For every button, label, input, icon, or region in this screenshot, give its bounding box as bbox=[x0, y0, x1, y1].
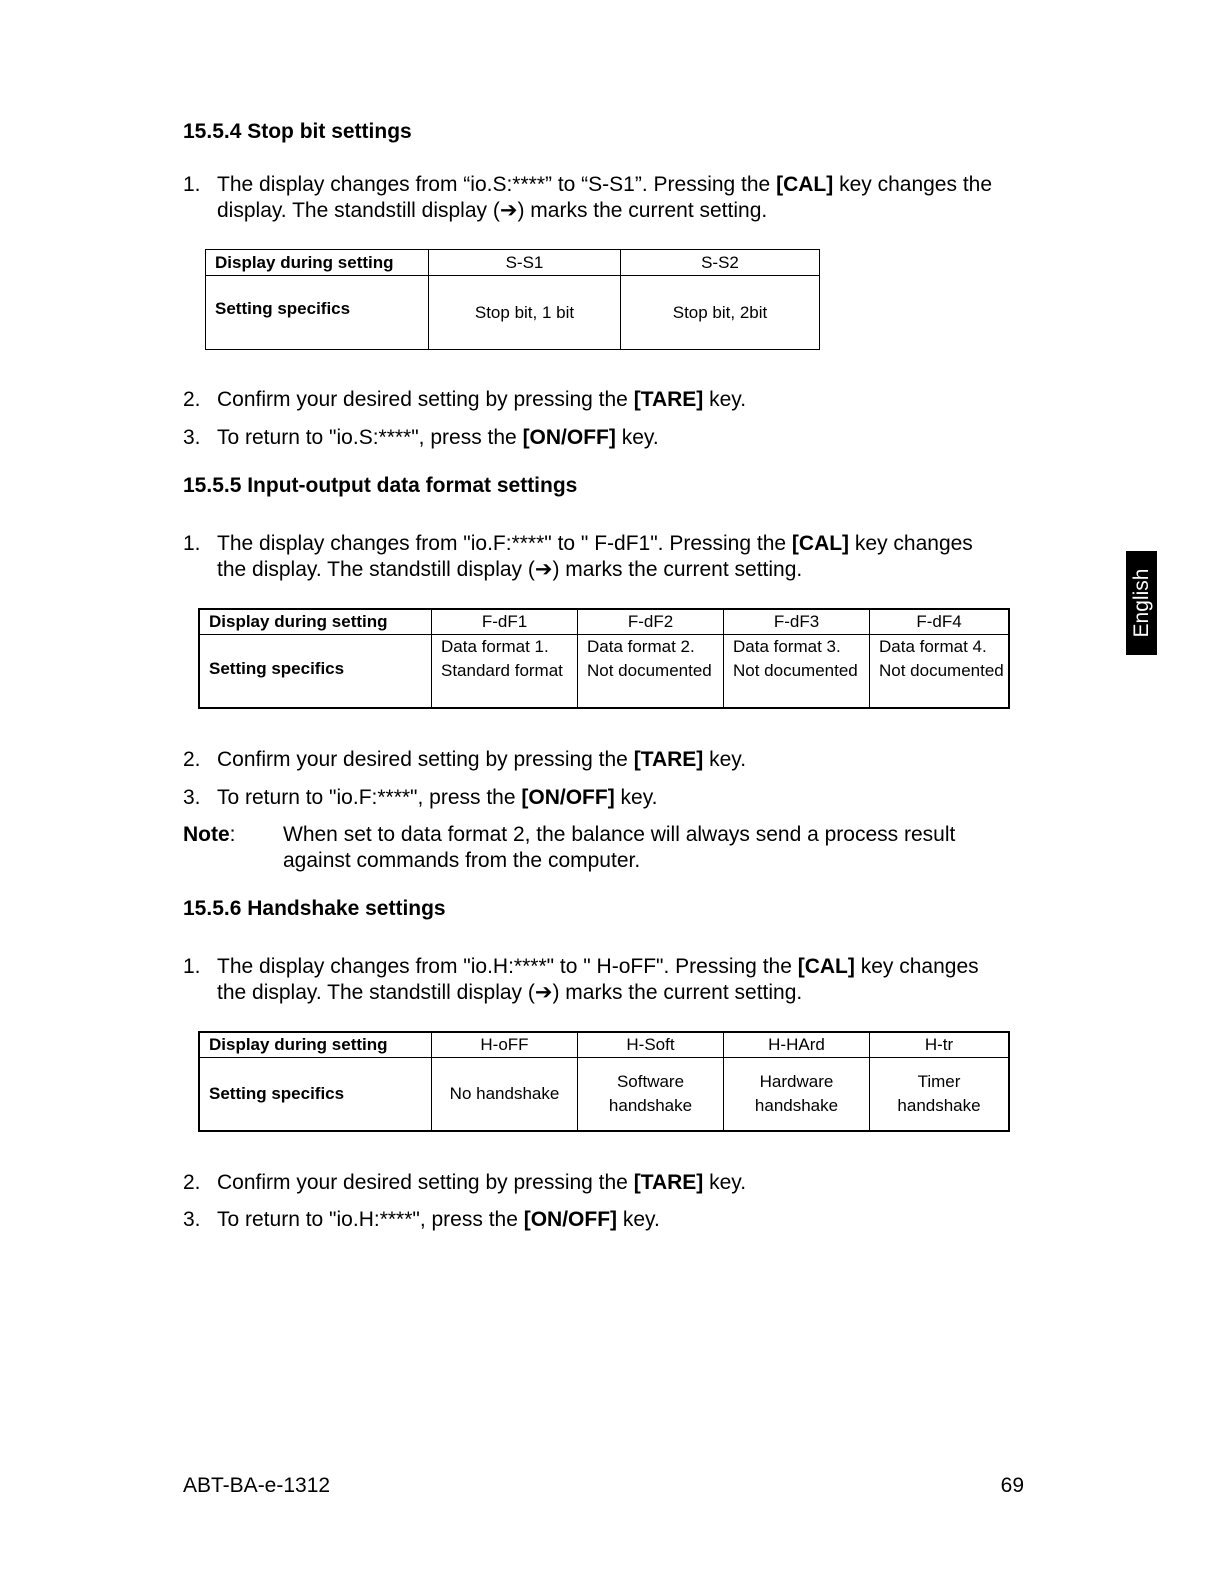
language-tab-label: English bbox=[1129, 568, 1153, 638]
key-on-off: [ON/OFF] bbox=[522, 426, 616, 449]
table-row bbox=[199, 634, 1009, 708]
key-on-off: [ON/OFF] bbox=[521, 786, 615, 809]
table-row bbox=[206, 250, 820, 276]
table-row bbox=[199, 1032, 1009, 1057]
table-label-specifics: Setting specifics bbox=[199, 1057, 432, 1131]
key-on-off: [ON/OFF] bbox=[523, 1208, 618, 1231]
note-label: Note bbox=[183, 823, 230, 846]
step-2: 2. Confirm your desired setting by pressing the [TARE] key. bbox=[183, 1171, 747, 1194]
table-cell: Data format 3. Not documented bbox=[724, 634, 870, 708]
section-heading-data-format: 15.5.5 Input-output data format settings bbox=[183, 474, 578, 497]
table-cell: Timer handshake bbox=[870, 1057, 1010, 1131]
step-3: 3. To return to "io.F:****", press the [ON/OFF] key. bbox=[183, 786, 658, 809]
section-heading-stop-bit: 15.5.4 Stop bit settings bbox=[183, 120, 412, 143]
table-cell: Data format 2. Not documented bbox=[578, 634, 724, 708]
table-label-specifics: Setting specifics bbox=[199, 634, 432, 708]
table-header-cell: H-HArd bbox=[724, 1032, 870, 1057]
table-row bbox=[199, 609, 1009, 634]
table-label-display: Display during setting bbox=[206, 250, 429, 276]
key-cal: [CAL] bbox=[791, 532, 850, 555]
key-tare: [TARE] bbox=[633, 388, 704, 411]
step-2: 2. Confirm your desired setting by pressing the [TARE] key. bbox=[183, 388, 747, 411]
table-header-cell: F-dF1 bbox=[432, 609, 578, 634]
table-header-cell: F-dF2 bbox=[578, 609, 724, 634]
handshake-table bbox=[198, 1031, 1010, 1132]
table-header-cell: H-oFF bbox=[432, 1032, 578, 1057]
table-header-cell: H-Soft bbox=[578, 1032, 724, 1057]
table-header-cell: S-S1 bbox=[429, 250, 621, 276]
section-heading-handshake: 15.5.6 Handshake settings bbox=[183, 897, 446, 920]
key-cal: [CAL] bbox=[776, 173, 834, 196]
table-cell: Data format 4. Not documented bbox=[870, 634, 1010, 708]
table-header-cell: F-dF4 bbox=[870, 609, 1010, 634]
step-1: 1. The display changes from “io.S:****” to “S-S1”. Pressing the [CAL] key changes the display. The standstill display (➔) marks the current setting. bbox=[183, 173, 993, 222]
step-2: 2. Confirm your desired setting by pressing the [TARE] key. bbox=[183, 748, 747, 771]
key-cal: [CAL] bbox=[797, 955, 855, 978]
key-tare: [TARE] bbox=[633, 1171, 704, 1194]
key-tare: [TARE] bbox=[633, 748, 704, 771]
table-cell: Hardware handshake bbox=[724, 1057, 870, 1131]
page-number: 69 bbox=[1000, 1474, 1024, 1497]
data-format-table bbox=[198, 608, 1010, 709]
stop-bit-table bbox=[205, 249, 820, 350]
table-cell: Software handshake bbox=[578, 1057, 724, 1131]
step-3: 3. To return to "io.H:****", press the [ON/OFF] key. bbox=[183, 1208, 660, 1231]
step-1: 1. The display changes from "io.H:****" to " H-oFF". Pressing the [CAL] key changes the display. The standstill display (➔) marks the current setting. bbox=[183, 955, 979, 1004]
step-1: 1. The display changes from "io.F:****" to " F-dF1". Pressing the [CAL] key changes the display. The standstill display (➔) marks the current setting. bbox=[183, 532, 973, 581]
table-label-display: Display during setting bbox=[199, 609, 432, 634]
footer-doc-id: ABT-BA-e-1312 bbox=[183, 1474, 331, 1497]
table-row bbox=[206, 276, 820, 350]
table-label-display: Display during setting bbox=[199, 1032, 432, 1057]
step-3: 3. To return to "io.S:****", press the [ON/OFF] key. bbox=[183, 426, 659, 449]
table-header-cell: F-dF3 bbox=[724, 609, 870, 634]
note-text: When set to data format 2, the balance will always send a process result bbox=[283, 823, 956, 846]
table-row bbox=[199, 1057, 1009, 1131]
note: Note: When set to data format 2, the balance will always send a process result against commands from the computer. bbox=[183, 823, 956, 872]
table-label-specifics: Setting specifics bbox=[206, 276, 429, 350]
table-cell: Data format 1. Standard format bbox=[432, 634, 578, 708]
table-cell: Stop bit, 2bit bbox=[621, 276, 820, 350]
table-header-cell: S-S2 bbox=[621, 250, 820, 276]
table-cell: Stop bit, 1 bit bbox=[429, 276, 621, 350]
table-header-cell: H-tr bbox=[870, 1032, 1010, 1057]
table-cell: No handshake bbox=[432, 1057, 578, 1131]
language-tab bbox=[1126, 551, 1157, 655]
